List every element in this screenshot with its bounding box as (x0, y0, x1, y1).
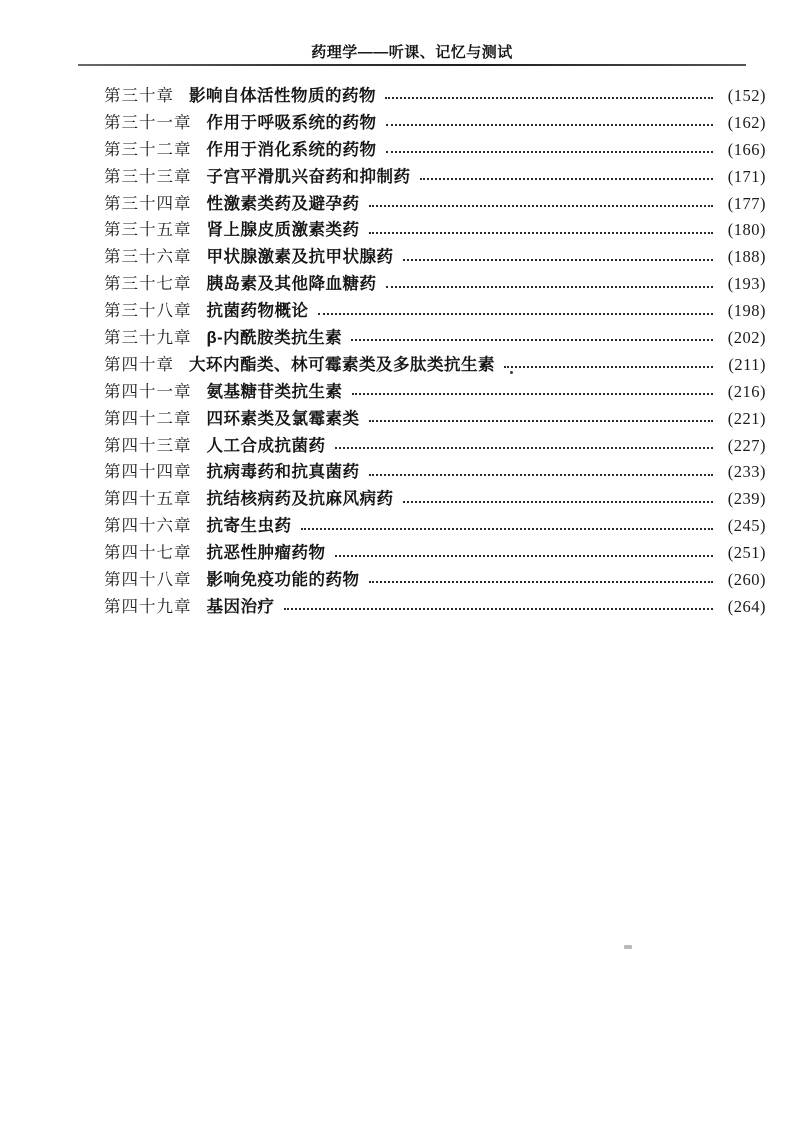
chapter-title: 子宫平滑肌兴奋药和抑制药 (206, 167, 411, 186)
page-number: (216) (727, 381, 766, 401)
dot-leader (385, 97, 713, 99)
toc-entry (104, 513, 766, 540)
chapter-title: 胰岛素及其他降血糖药 (206, 275, 377, 294)
page-number: (251) (727, 543, 766, 563)
running-header-title: 药理学——听课、记忆与测试 (311, 44, 513, 61)
page-number: (171) (727, 166, 766, 186)
chapter-number: 第三十一章 (104, 112, 192, 132)
table-of-contents (104, 83, 766, 621)
toc-entry (104, 164, 766, 191)
chapter-title: 肾上腺皮质激素类药 (206, 221, 360, 240)
toc-entry (104, 191, 766, 218)
toc-entry (104, 298, 766, 325)
dot-leader (351, 339, 713, 341)
dot-leader (284, 608, 714, 610)
toc-entry (104, 217, 766, 244)
chapter-title: 人工合成抗菌药 (206, 436, 326, 455)
dot-leader (369, 232, 714, 234)
toc-entry (104, 244, 766, 271)
toc-entry (104, 433, 766, 460)
chapter-number: 第三十六章 (104, 247, 192, 267)
chapter-number: 第四十四章 (104, 462, 192, 482)
dot-leader (352, 393, 714, 395)
toc-entry (104, 379, 766, 406)
chapter-number: 第三十九章 (104, 328, 192, 348)
chapter-number: 第四十七章 (104, 543, 192, 563)
chapter-number: 第三十二章 (104, 139, 192, 159)
page-number: (260) (727, 570, 766, 590)
page-number: (152) (727, 86, 766, 105)
dot-leader (386, 124, 714, 126)
chapter-number: 第三十章 (104, 86, 174, 105)
page-number: (211) (728, 354, 766, 374)
toc-entry (104, 271, 766, 298)
page-number: (180) (727, 220, 766, 240)
chapter-number: 第四十五章 (104, 489, 192, 509)
chapter-title: 抗寄生虫药 (206, 517, 292, 536)
dot-leader (318, 313, 714, 315)
chapter-title: β-内酰胺类抗生素 (206, 329, 343, 348)
toc-entry (104, 325, 766, 352)
toc-entry (104, 137, 766, 164)
dot-leader (420, 178, 714, 180)
chapter-title: 氨基糖苷类抗生素 (206, 382, 343, 401)
chapter-number: 第四十九章 (104, 596, 192, 616)
toc-entry (104, 540, 766, 567)
page-number: (198) (727, 301, 766, 321)
chapter-title: 四环素类及氯霉素类 (206, 409, 360, 428)
chapter-title: 抗病毒药和抗真菌药 (206, 463, 360, 482)
chapter-title: 基因治疗 (206, 597, 275, 616)
dot-leader (335, 555, 714, 557)
chapter-number: 第三十三章 (104, 166, 192, 186)
dot-leader (386, 151, 714, 153)
dot-leader (403, 501, 714, 503)
chapter-title: 抗结核病药及抗麻风病药 (206, 490, 394, 509)
toc-entry (104, 486, 766, 513)
page-number: (166) (727, 139, 766, 159)
chapter-number: 第四十八章 (104, 570, 192, 590)
chapter-title: 影响免疫功能的药物 (206, 571, 360, 590)
chapter-title: 大环内酯类、林可霉素类及多肽类抗生素 (189, 355, 495, 374)
chapter-title: 抗恶性肿瘤药物 (206, 544, 326, 563)
chapter-number: 第四十二章 (104, 408, 192, 428)
chapter-number: 第四十六章 (104, 516, 192, 536)
chapter-title: 作用于消化系统的药物 (206, 140, 377, 159)
dot-leader (369, 420, 714, 422)
page-number: (193) (727, 274, 766, 294)
dot-leader (504, 366, 713, 368)
toc-entry (104, 594, 766, 621)
chapter-title: 性激素类药及避孕药 (206, 194, 360, 213)
toc-entry (104, 459, 766, 486)
toc-entry (104, 83, 766, 110)
scan-artifact-mark (624, 945, 632, 949)
page-number: (162) (727, 112, 766, 132)
page-number: (239) (727, 489, 766, 509)
page-number: (221) (727, 408, 766, 428)
toc-entry (104, 352, 766, 379)
page-number: (233) (727, 462, 766, 482)
chapter-number: 第三十八章 (104, 301, 192, 321)
page-number: (188) (727, 247, 766, 267)
dot-leader (369, 205, 714, 207)
chapter-number: 第三十四章 (104, 193, 192, 213)
dot-leader (369, 581, 714, 583)
toc-entry (104, 567, 766, 594)
dot-leader (403, 259, 714, 261)
toc-entry (104, 406, 766, 433)
chapter-number: 第三十七章 (104, 274, 192, 294)
dot-leader (335, 447, 714, 449)
page-number: (177) (727, 193, 766, 213)
chapter-title: 抗菌药物概论 (206, 302, 309, 321)
page-number: (264) (727, 596, 766, 616)
page-number: (202) (727, 328, 766, 348)
page-number: (227) (727, 435, 766, 455)
page-number: (245) (727, 516, 766, 536)
header-rule (78, 64, 746, 66)
chapter-number: 第三十五章 (104, 220, 192, 240)
chapter-title: 影响自体活性物质的药物 (189, 87, 376, 105)
chapter-number: 第四十三章 (104, 435, 192, 455)
chapter-title: 甲状腺激素及抗甲状腺药 (206, 248, 394, 267)
chapter-number: 第四十一章 (104, 381, 192, 401)
toc-entry (104, 110, 766, 137)
dot-leader (369, 474, 714, 476)
scan-artifact-dot (510, 371, 513, 374)
chapter-number: 第四十章 (104, 354, 174, 374)
chapter-title: 作用于呼吸系统的药物 (206, 113, 377, 132)
dot-leader (301, 528, 714, 530)
dot-leader (386, 286, 714, 288)
